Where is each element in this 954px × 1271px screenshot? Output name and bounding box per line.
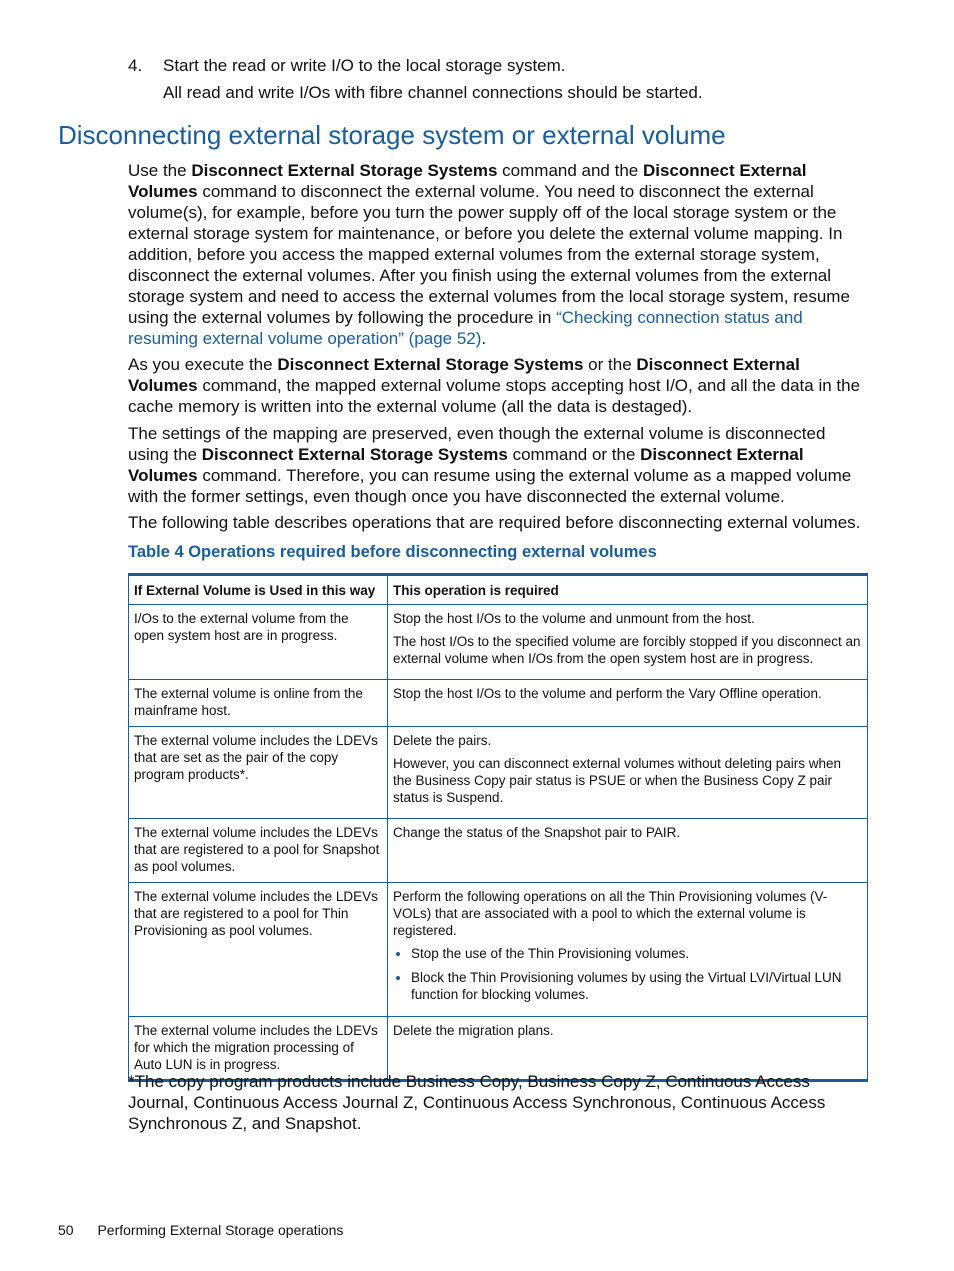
table-row — [129, 605, 868, 680]
list-item: • Block the Thin Provisioning volumes by using the Virtual LVI/Virtual LUN function for blocking volumes. — [411, 969, 862, 1003]
condition-cell: The external volume includes the LDEVs for which the migration processing of Auto LUN is in progress. — [129, 1017, 388, 1081]
table-row — [129, 680, 868, 727]
step-text: Start the read or write I/O to the local storage system. — [163, 56, 566, 75]
operation-cell: Stop the host I/Os to the volume and perform the Vary Offline operation. — [388, 680, 868, 727]
column-header-condition: If External Volume is Used in this way — [129, 575, 388, 605]
table-row — [129, 727, 868, 819]
command-name: Disconnect External Storage Systems — [277, 355, 584, 374]
paragraph-disconnect-intro: Use the Disconnect External Storage Systems command and the Disconnect External Volumes command to disconnect the external volume. You need to disconnect the external volume(s), for example, before you turn the power supply off of the local storage system or the external storage system for maintenance, or before you delete the external volume mapping. In addition, before you access the mapped external volumes from the external storage system, disconnect the external volumes. After you finish using the external volumes from the external storage system and need to access the external volumes from the local storage system, resume using the external volumes by following the procedure in “Checking connection status and resuming external volume operation” (page 52). — [128, 161, 850, 348]
section-title: Disconnecting external storage system or external volume — [58, 120, 726, 150]
operation-cell: Delete the pairs. However, you can disconnect external volumes without deleting pairs when the Business Copy pair status is PSUE or when the Business Copy Z pair status is Suspend. — [388, 727, 868, 819]
command-name: Disconnect External Volumes — [128, 355, 800, 395]
condition-cell: The external volume includes the LDEVs that are registered to a pool for Snapshot as pool volumes. — [129, 819, 388, 883]
list-item: • Stop the use of the Thin Provisioning volumes. — [411, 945, 862, 962]
operation-bullet-list — [393, 945, 862, 1003]
column-header-operation: This operation is required — [388, 575, 868, 605]
table-row — [129, 819, 868, 883]
paragraph-settings: The settings of the mapping are preserved, even though the external volume is disconnected using the Disconnect External Storage Systems command or the Disconnect External Volumes command. Therefore, you can resume using the external volume as a mapped volume with the former settings, even though once you have disconnected the external volume. — [128, 424, 852, 506]
paragraph-table-intro: The following table describes operations that are required before disconnecting external volumes. — [128, 513, 861, 532]
page-number: 50 — [58, 1222, 74, 1238]
table-footnote: *The copy program products include Business Copy, Business Copy Z, Continuous Access Journal, Continuous Access Journal Z, Continuous Access Synchronous, Continuous Access Synchronous Z, and Snapshot. — [128, 1072, 826, 1133]
paragraph-execution: As you execute the Disconnect External Storage Systems or the Disconnect External Volumes command, the mapped external volume stops accepting host I/O, and all the data in the cache memory is written into the external volume (all the data is destaged). — [128, 355, 861, 416]
step-number: 4. — [128, 56, 143, 75]
operation-cell: Delete the migration plans. — [388, 1017, 868, 1081]
condition-cell: The external volume is online from the mainframe host. — [129, 680, 388, 727]
operation-cell: Stop the host I/Os to the volume and unmount from the host. The host I/Os to the specified volume are forcibly stopped if you disconnect an external volume when I/Os from the open system host are in progress. — [388, 605, 868, 680]
condition-cell: The external volume includes the LDEVs that are registered to a pool for Thin Provisioning as pool volumes. — [129, 883, 388, 1017]
command-name: Disconnect External Storage Systems — [191, 161, 498, 180]
page-footer — [58, 1222, 343, 1238]
chapter-title: Performing External Storage operations — [97, 1222, 344, 1238]
operations-table — [128, 573, 868, 1082]
operation-cell: Perform the following operations on all the Thin Provisioning volumes (V-VOLs) that are associated with a pool to which the external volume is registered. • Stop the use of the Thin Provisioning volumes. • Block the Thin Provisioning volumes by using the Virtual LVI/Virtual LUN function for blocking volumes. — [388, 883, 868, 1017]
table-header-row — [129, 575, 868, 605]
command-name: Disconnect External Storage Systems — [201, 445, 508, 464]
condition-cell: The external volume includes the LDEVs that are set as the pair of the copy program products*. — [129, 727, 388, 819]
command-name: Disconnect External Volumes — [128, 161, 807, 201]
table-caption: Table 4 Operations required before disconnecting external volumes — [128, 543, 657, 561]
cross-reference-link[interactable]: “Checking connection status and resuming external volume operation” (page 52) — [128, 308, 803, 348]
table-row — [129, 883, 868, 1017]
step-subtext: All read and write I/Os with fibre channel connections should be started. — [163, 83, 703, 102]
condition-cell: I/Os to the external volume from the open system host are in progress. — [129, 605, 388, 680]
command-name: Disconnect External Volumes — [128, 445, 804, 485]
operation-cell: Change the status of the Snapshot pair to PAIR. — [388, 819, 868, 883]
